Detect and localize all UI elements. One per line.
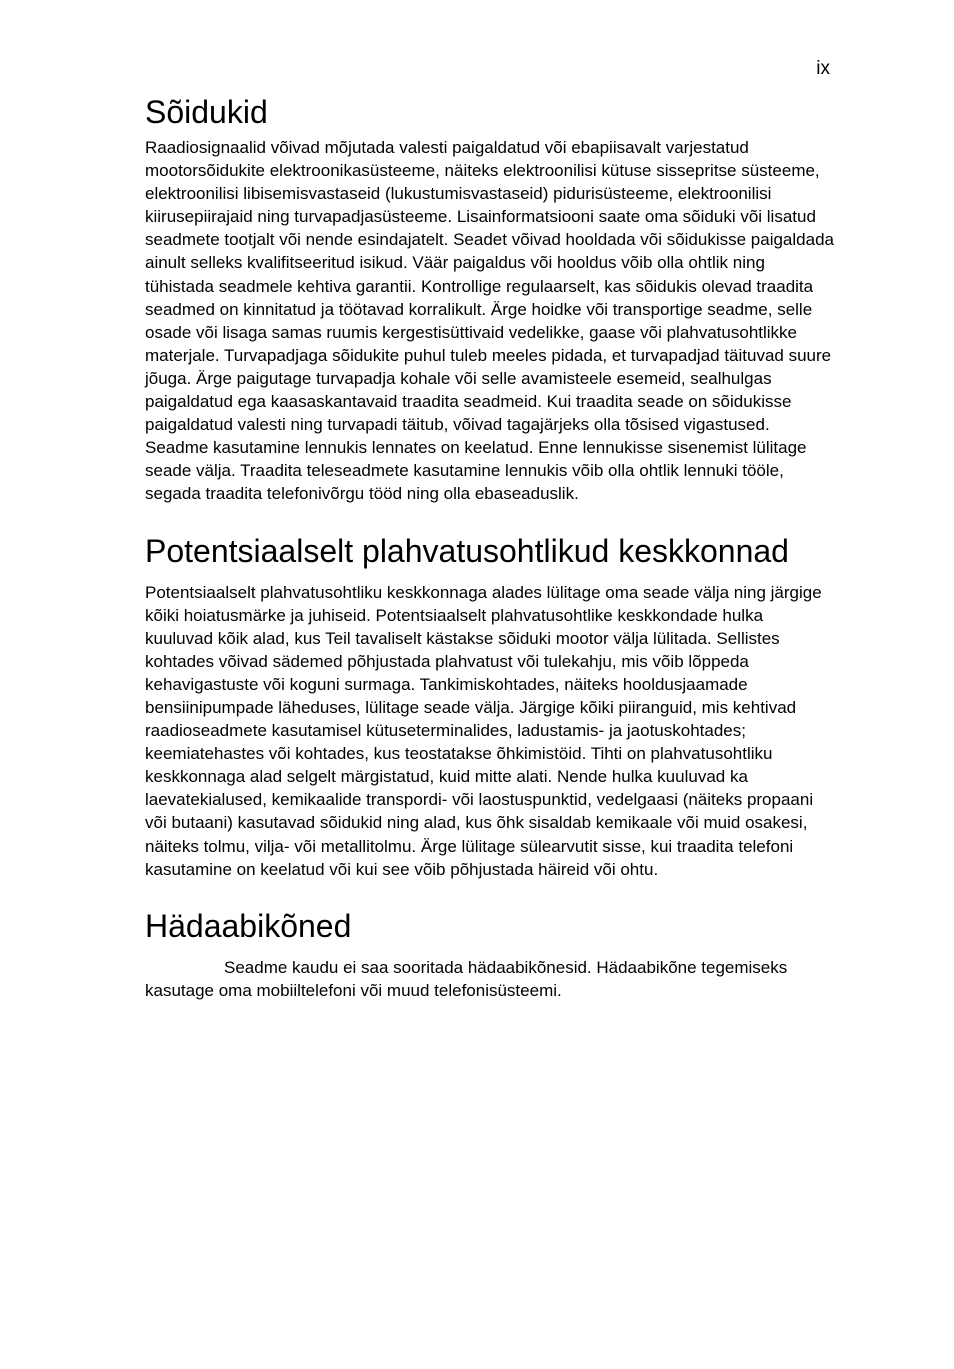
page-number: ix xyxy=(816,58,830,79)
section-body-explosive-environments: Potentsiaalselt plahvatusohtliku keskkonnaga alades lülitage oma seade välja ning järgige kõiki hoiatusmärke ja juhiseid. Potentsiaalselt plahvatusohtlike keskkondade hulka kuuluvad kõik alad, kus Teil tavaliselt kästakse sõiduki mootor välja lülitada. Sellistes kohtades võivad sädemed põhjustada plahvatust või tulekahju, mis võib lõppeda kehavigastuste või koguni surmaga. Tankimiskohtades, näiteks hooldusjaamade bensiinipumpade läheduses, lülitage seade välja. Järgige kõiki piiranguid, mis kehtivad raadioseadmete kasutamisel kütuseterminalides, ladustamis- ja jaotuskohtades; keemiatehastes või kohtades, kus teostatakse õhkimistöid. Tihti on plahvatusohtliku keskkonnaga alad selgelt märgistatud, kuid mitte alati. Nende hulka kuuluvad ka laevatekialused, kemikaalide transpordi- või laostuspunktid, vedelgaasi (näiteks propaani või butaani) kasutavad sõidukid ning alad, kus õhk sisaldab kemikaale või muid osakesi, näiteks tolmu, vilja- või metallitolmu. Ärge lülitage sülearvutit sisse, kui traadita telefoni kasutamine on keelatud või kui see võib põhjustada häireid või ohtu. xyxy=(145,582,822,879)
section-title-explosive-environments: Potentsiaalselt plahvatusohtlikud keskkonnad xyxy=(145,532,789,569)
section-body-vehicles: Raadiosignaalid võivad mõjutada valesti paigaldatud või ebapiisavalt varjestatud mootorsõidukite elektroonikasüsteeme, näiteks elektroonilisi kütuse sissepritse süsteeme, elektroonilisi libisemisvastaseid (lukustumisvastaseid) pidurisüsteeme, elektroonilisi kiirusepiirajaid ning turvapadjasüsteeme. Lisainformatsiooni saate oma sõiduki või lisatud seadmete tootjalt või nende esindajatelt. Seadet võivad hooldada või sõidukisse paigaldada ainult selleks kvalifitseeritud isikud. Väär paigaldus või hooldus võib olla ohtlik ning tühistada seadmele kehtiva garantii. Kontrollige regulaarselt, kas sõidukis olevad traadita seadmed on kinnitatud ja töötavad korralikult. Ärge hoidke või transportige seadme, selle osade või lisaga samas ruumis kergestisüttivaid vedelikke, gaase või plahvatusohtlikke materjale. Turvapadjaga sõidukite puhul tuleb meeles pidada, et turvapadjad täituvad suure jõuga. Ärge paigutage turvapadja kohale või selle avamisteele esemeid, sealhulgas paigaldatud ega kaasaskantavaid traadita seadmeid. Kui traadita seade on sõidukisse paigaldatud valesti ning turvapadi täitub, võivad tagajärjeks olla tõsised vigastused. Seadme kasutamine lennukis lennates on keelatud. Enne lennukisse sisenemist lülitage seade välja. Traadita teleseadmete kasutamine lennukis võib olla ohtlik lennuki tööle, segada traadita telefonivõrgu tööd ning olla ebaseaduslik. xyxy=(145,138,834,504)
section-title-vehicles: Sõidukid xyxy=(145,94,268,130)
section-body-emergency-calls: Seadme kaudu ei saa sooritada hädaabikõnesid. Hädaabikõne tegemiseks kasutage oma mobiiltelefoni või muud telefonisüsteemi. xyxy=(145,957,788,1000)
section-title-emergency-calls: Hädaabikõned xyxy=(145,907,352,944)
section-emergency-calls xyxy=(145,906,835,1002)
section-explosive-environments xyxy=(145,531,835,881)
page-content xyxy=(145,92,835,1002)
section-vehicles xyxy=(145,92,835,506)
